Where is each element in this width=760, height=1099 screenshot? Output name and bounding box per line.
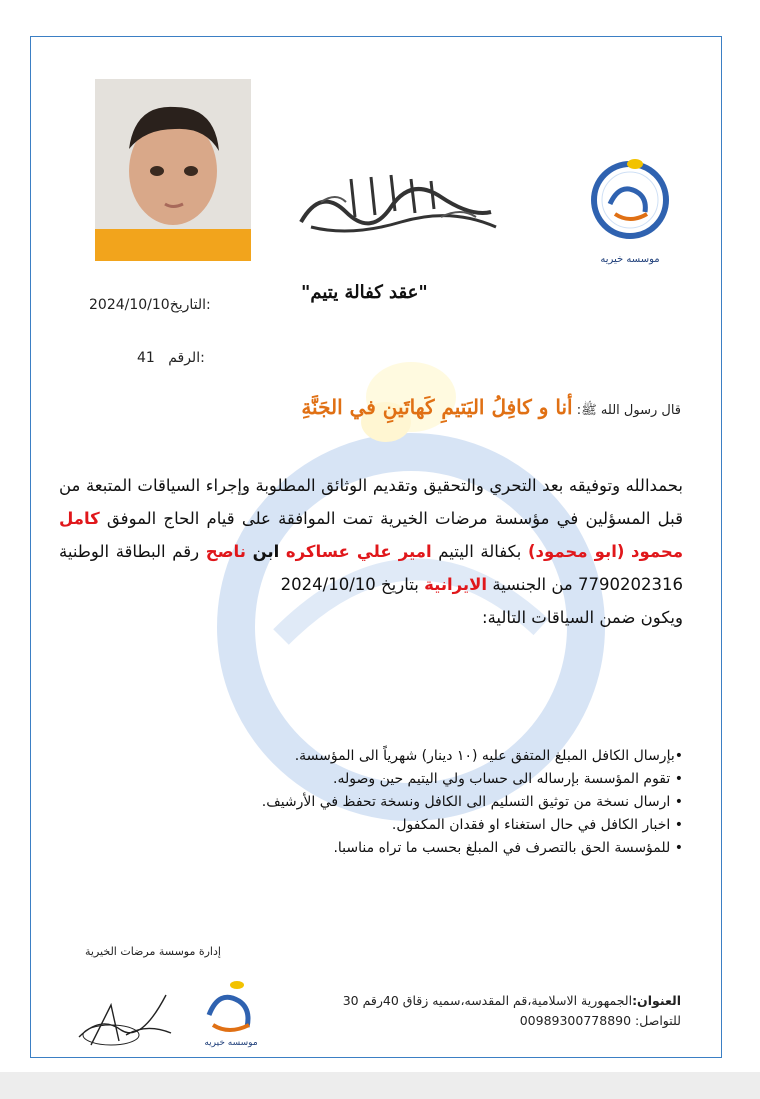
address-label: العنوان:	[632, 993, 681, 1008]
orphan-name: امير علي عساكره	[285, 542, 432, 561]
condition-item: • ارسال نسخة من توثيق التسليم الى الكافل ونسخة تحفظ في الأرشيف.	[261, 794, 683, 810]
number-label: الرقم:	[168, 350, 205, 366]
page-bottom-band	[0, 1072, 760, 1099]
sponsor-name: كامل محمود	[59, 509, 684, 561]
body-text-2: بكفالة اليتيم	[438, 542, 522, 561]
father-name: ناصح	[205, 542, 246, 561]
contract-page	[30, 36, 722, 1058]
condition-item: • للمؤسسة الحق بالتصرف في المبلغ بحسب ما تراه مناسبا.	[333, 840, 683, 856]
id-number: 7790202316	[578, 575, 683, 594]
start-date: 2024/10/10	[280, 575, 376, 594]
body-text-6: ويكون ضمن السياقات التالية:	[482, 608, 683, 627]
number-value: 41	[137, 350, 155, 366]
hadith-line	[301, 395, 681, 421]
condition-item: • تقوم المؤسسة بإرساله الى حساب ولي اليتيم حين وصوله.	[333, 771, 683, 787]
basmala-calligraphy	[291, 167, 506, 247]
date-value: 2024/10/10	[89, 297, 170, 313]
number-block	[137, 350, 205, 366]
body-text-3: رقم البطاقة الوطنية	[59, 542, 200, 561]
hadith-quote: أنا و كافِلُ اليَتيمِ كَهاتَينِ في الجَنَّةِ	[301, 395, 573, 419]
phone-number: 00989300778890	[519, 1013, 632, 1028]
condition-item: • اخبار الكافل في حال استغناء او فقدان المكفول.	[391, 817, 683, 833]
address-block	[343, 991, 681, 1031]
orphan-photo	[95, 79, 251, 261]
organization-logo	[575, 142, 685, 272]
signature	[71, 975, 181, 1055]
contract-title: "عقد كفالة يتيم"	[301, 282, 428, 303]
address-text: الجمهورية الاسلامية،قم المقدسه،سميه زقاق 40رقم 30	[342, 993, 633, 1008]
nationality: الايرانية	[424, 575, 488, 594]
stamp-caption: موسسه خيريه	[204, 1038, 258, 1048]
conditions-list	[59, 745, 683, 860]
body-text-1: بحمدالله وتوفيقه بعد التحري والتحقيق وتقديم الوثائق المطلوبة وإجراء السياقات المتبعة من قبل المسؤلين في مؤسسة مرضات الخيرية تمت الموافقة على قيام الحاج الموفق	[59, 476, 684, 528]
son-of-word: ابن	[252, 542, 280, 561]
contact-label: للتواصل:	[635, 1013, 681, 1028]
body-text-4: من الجنسية	[492, 575, 573, 594]
condition-item: •بإرسال الكافل المبلغ المتفق عليه (١٠ دينار) شهرياً الى المؤسسة.	[294, 748, 683, 764]
organization-stamp	[191, 975, 271, 1049]
date-block	[89, 297, 211, 313]
body-text-5: بتاريخ	[381, 575, 419, 594]
contract-body	[59, 469, 683, 634]
sponsor-alias: (ابو محمود)	[528, 542, 625, 561]
management-label: إدارة موسسة مرضات الخيرية	[85, 945, 221, 958]
logo-caption: موسسه خيريه	[600, 254, 660, 265]
hadith-intro: قال رسول الله ﷺ:	[576, 403, 681, 418]
date-label: التاريخ:	[169, 297, 211, 313]
